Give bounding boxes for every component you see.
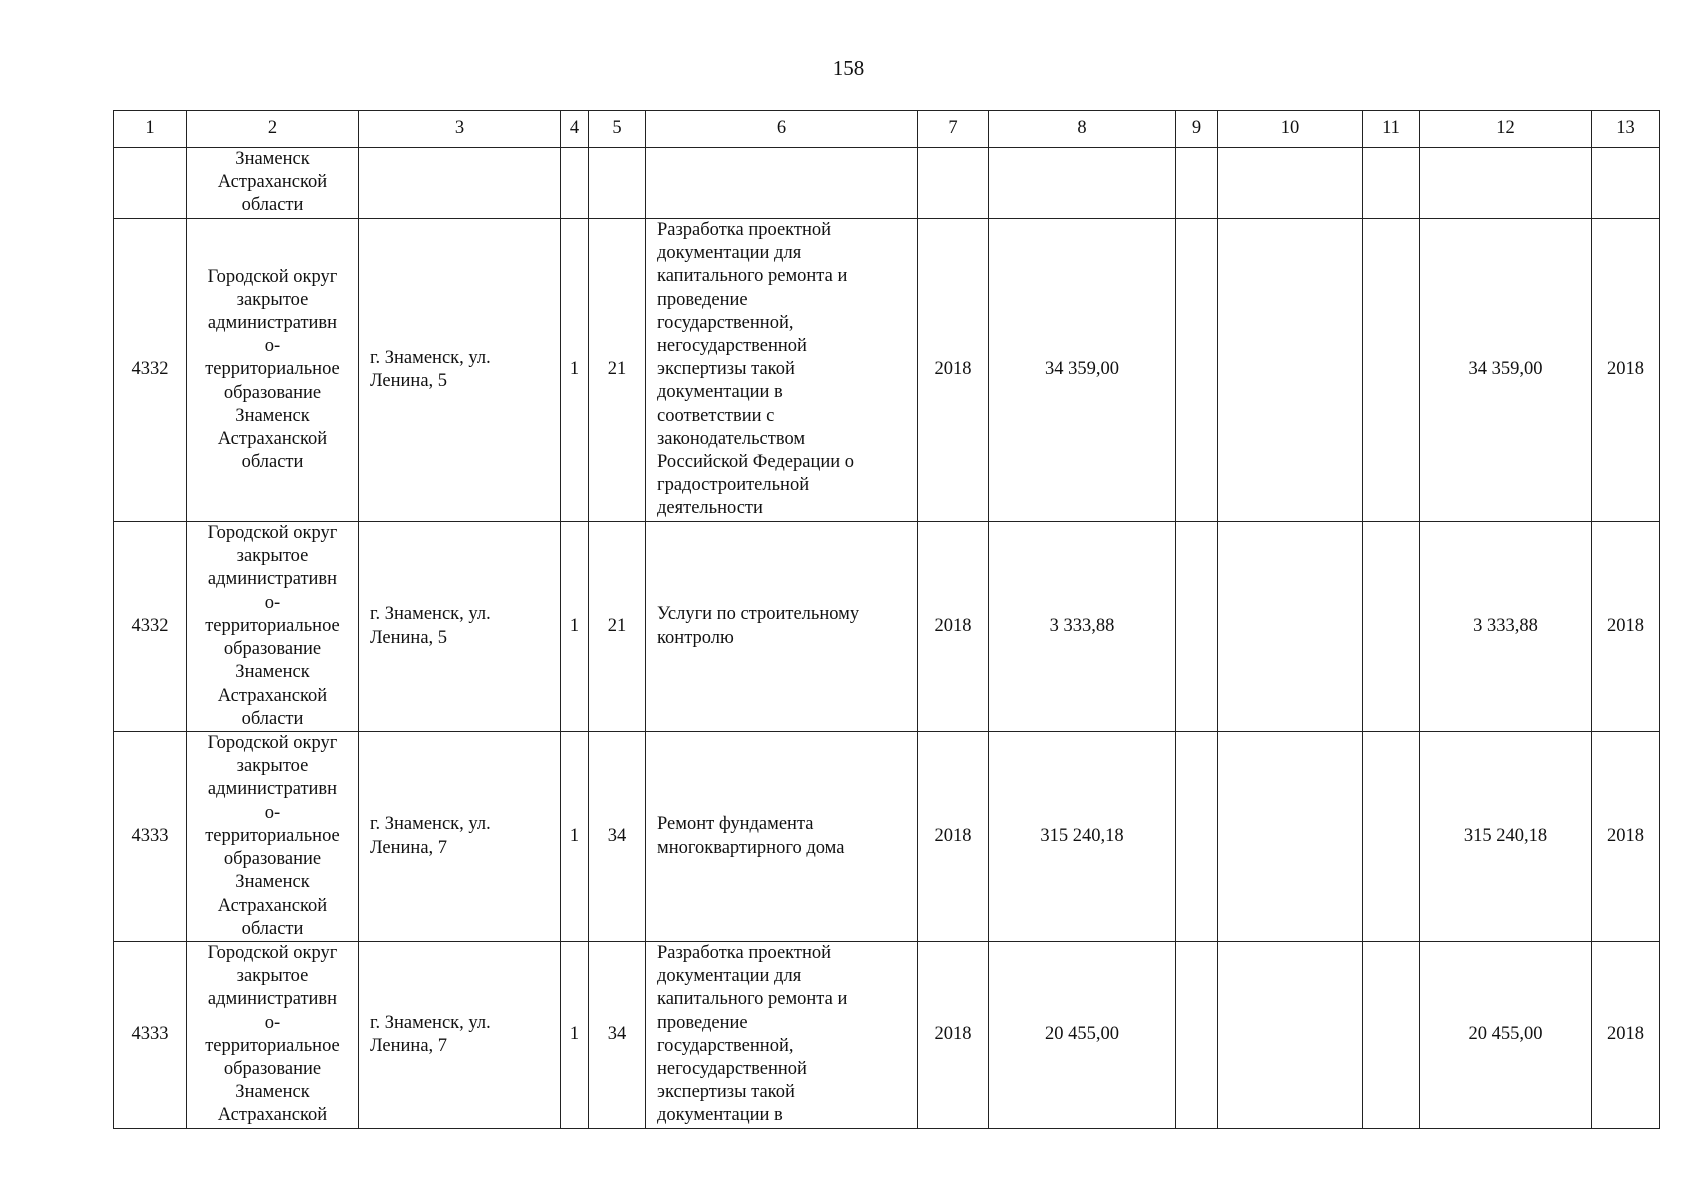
column-5-cell: 34	[589, 942, 646, 1129]
column-11-cell	[1363, 522, 1420, 732]
column-10-cell	[1218, 732, 1363, 942]
record-number-cell: 4333	[114, 942, 187, 1129]
year-cell: 2018	[918, 219, 989, 522]
column-11-cell	[1363, 942, 1420, 1129]
column-header: 12	[1420, 111, 1592, 148]
completion-year-cell	[1592, 148, 1660, 219]
column-9-cell	[1176, 219, 1218, 522]
completion-year-cell: 2018	[1592, 942, 1660, 1129]
table-body	[114, 148, 1660, 1129]
record-number-cell: 4332	[114, 219, 187, 522]
funding-amount-cell: 315 240,18	[1420, 732, 1592, 942]
year-cell: 2018	[918, 732, 989, 942]
total-cost-cell: 315 240,18	[989, 732, 1176, 942]
column-10-cell	[1218, 522, 1363, 732]
total-cost-cell	[989, 148, 1176, 219]
page-number: 158	[832, 56, 865, 80]
record-number-cell: 4332	[114, 522, 187, 732]
header-row	[114, 111, 1660, 148]
column-9-cell	[1176, 522, 1218, 732]
funding-amount-cell: 20 455,00	[1420, 942, 1592, 1129]
address-cell: г. Знаменск, ул. Ленина, 5	[359, 522, 561, 732]
table-row	[114, 148, 1660, 219]
column-5-cell: 34	[589, 732, 646, 942]
column-header: 1	[114, 111, 187, 148]
work-description-cell	[646, 148, 918, 219]
column-4-cell: 1	[561, 522, 589, 732]
address-cell: г. Знаменск, ул. Ленина, 7	[359, 942, 561, 1129]
funding-amount-cell	[1420, 148, 1592, 219]
work-description-cell: Ремонт фундамента многоквартирного дома	[646, 732, 918, 942]
year-cell	[918, 148, 989, 219]
funding-amount-cell: 34 359,00	[1420, 219, 1592, 522]
municipality-cell: Городской округ закрытое административн о- территориальное образование Знаменск Астраханской области	[187, 732, 359, 942]
total-cost-cell: 3 333,88	[989, 522, 1176, 732]
table-header	[114, 111, 1660, 148]
column-9-cell	[1176, 942, 1218, 1129]
column-header: 2	[187, 111, 359, 148]
column-header: 7	[918, 111, 989, 148]
column-header: 11	[1363, 111, 1420, 148]
column-10-cell	[1218, 219, 1363, 522]
municipality-cell: Знаменск Астраханской области	[187, 148, 359, 219]
total-cost-cell: 34 359,00	[989, 219, 1176, 522]
municipality-cell: Городской округ закрытое административн о- территориальное образование Знаменск Астраханской	[187, 942, 359, 1129]
column-4-cell: 1	[561, 942, 589, 1129]
column-header: 8	[989, 111, 1176, 148]
column-header: 9	[1176, 111, 1218, 148]
column-5-cell: 21	[589, 522, 646, 732]
municipality-cell: Городской округ закрытое административн о- территориальное образование Знаменск Астраханской области	[187, 219, 359, 522]
column-10-cell	[1218, 942, 1363, 1129]
table-row	[114, 219, 1660, 522]
column-9-cell	[1176, 148, 1218, 219]
completion-year-cell: 2018	[1592, 219, 1660, 522]
table-row	[114, 732, 1660, 942]
column-header: 6	[646, 111, 918, 148]
capital-repair-table	[113, 110, 1660, 1129]
column-5-cell: 21	[589, 219, 646, 522]
work-description-cell: Разработка проектной документации для капитального ремонта и проведение государственной, негосударственной экспертизы такой документации в	[646, 942, 918, 1129]
record-number-cell: 4333	[114, 732, 187, 942]
work-description-cell: Услуги по строительному контролю	[646, 522, 918, 732]
address-cell	[359, 148, 561, 219]
year-cell: 2018	[918, 942, 989, 1129]
completion-year-cell: 2018	[1592, 522, 1660, 732]
column-5-cell	[589, 148, 646, 219]
column-11-cell	[1363, 732, 1420, 942]
work-description-cell: Разработка проектной документации для капитального ремонта и проведение государственной, негосударственной экспертизы такой документации в соответствии с законодательством Российской Федерации о градостроительной деятельности	[646, 219, 918, 522]
municipality-cell: Городской округ закрытое административн о- территориальное образование Знаменск Астраханской области	[187, 522, 359, 732]
column-4-cell: 1	[561, 732, 589, 942]
address-cell: г. Знаменск, ул. Ленина, 7	[359, 732, 561, 942]
column-9-cell	[1176, 732, 1218, 942]
table-row	[114, 942, 1660, 1129]
column-10-cell	[1218, 148, 1363, 219]
column-header: 4	[561, 111, 589, 148]
funding-amount-cell: 3 333,88	[1420, 522, 1592, 732]
table-row	[114, 522, 1660, 732]
column-11-cell	[1363, 219, 1420, 522]
column-header: 13	[1592, 111, 1660, 148]
column-header: 10	[1218, 111, 1363, 148]
record-number-cell	[114, 148, 187, 219]
column-4-cell: 1	[561, 219, 589, 522]
column-header: 3	[359, 111, 561, 148]
address-cell: г. Знаменск, ул. Ленина, 5	[359, 219, 561, 522]
year-cell: 2018	[918, 522, 989, 732]
total-cost-cell: 20 455,00	[989, 942, 1176, 1129]
column-4-cell	[561, 148, 589, 219]
column-header: 5	[589, 111, 646, 148]
completion-year-cell: 2018	[1592, 732, 1660, 942]
column-11-cell	[1363, 148, 1420, 219]
